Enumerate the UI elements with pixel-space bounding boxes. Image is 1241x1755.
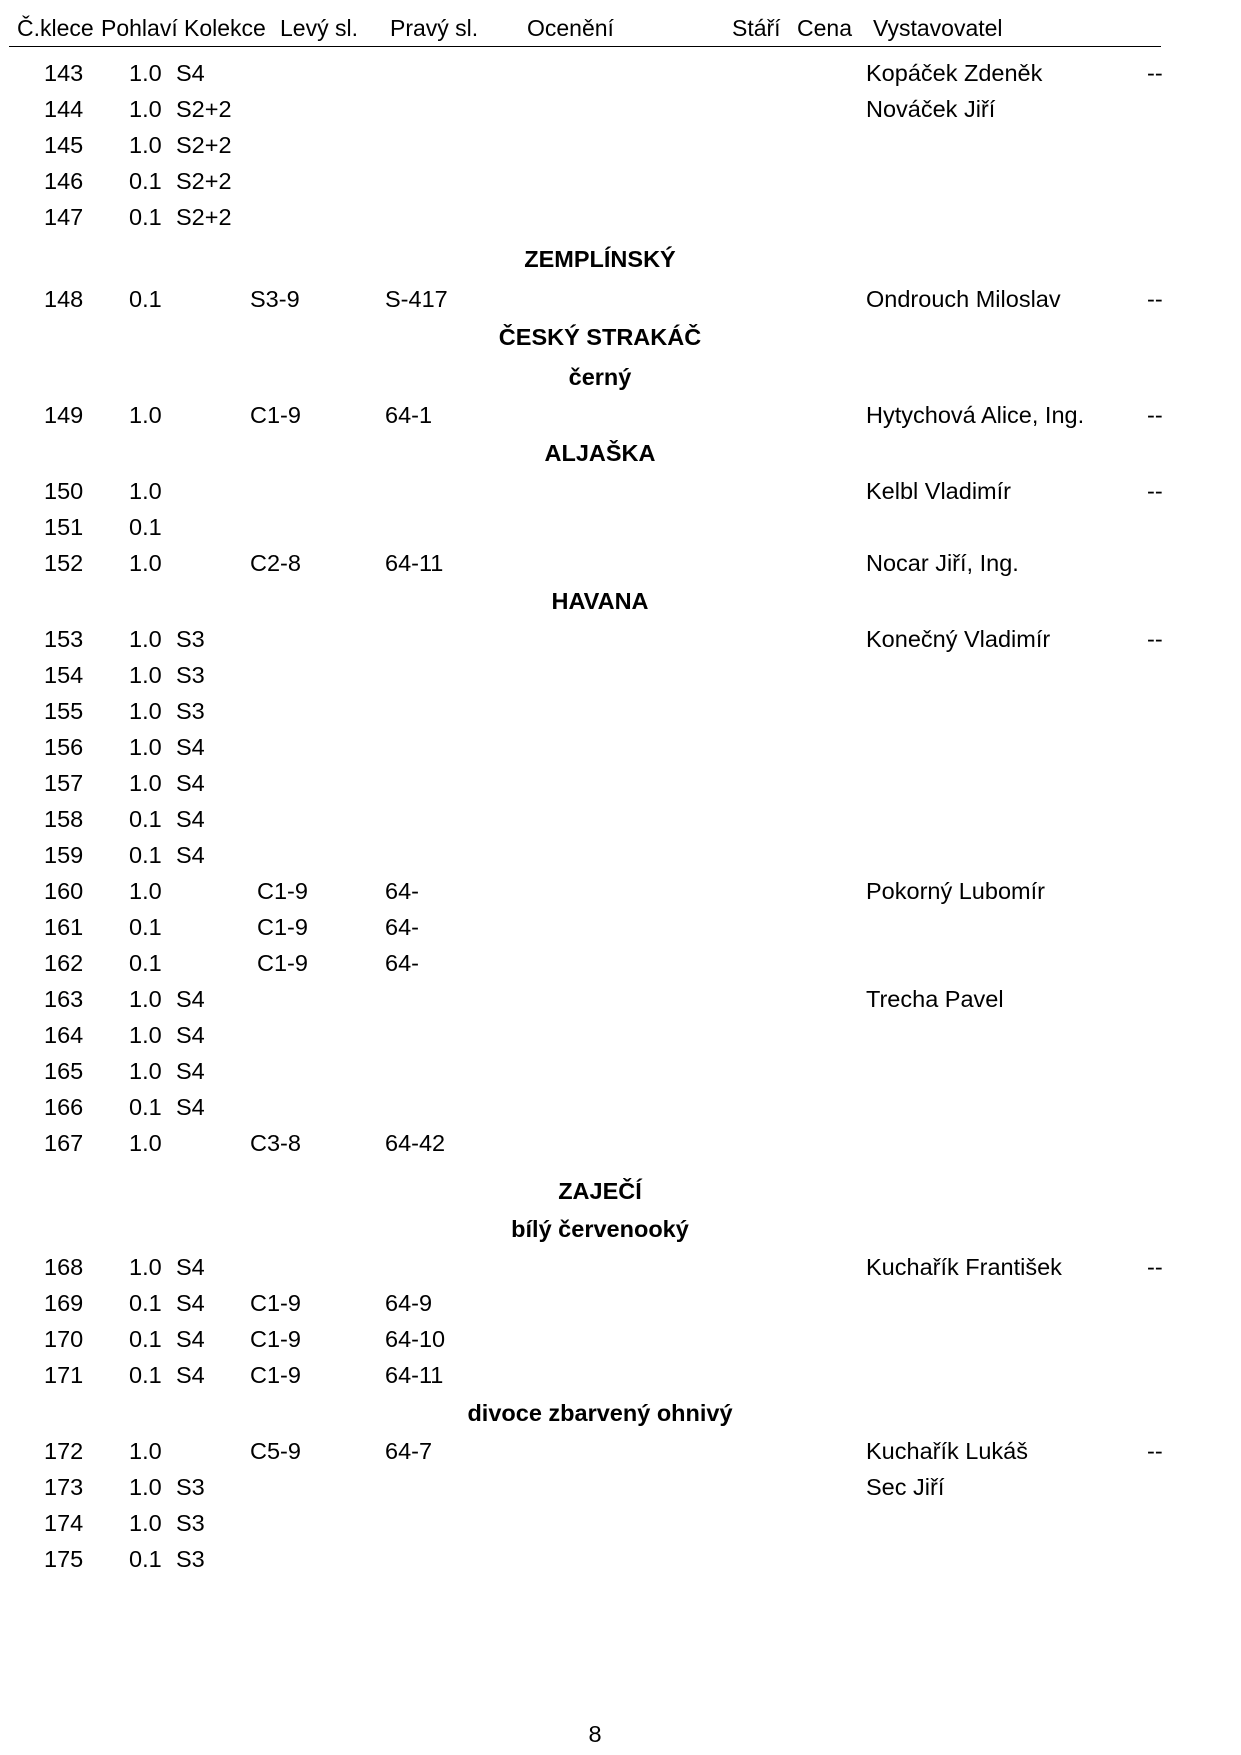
cage-number: 161 [44,914,84,940]
sex: 1.0 [129,734,162,760]
header-divider [9,46,1161,47]
collection: S4 [176,60,205,86]
table-row [0,1358,1241,1394]
right-ear-tattoo: 64- [385,878,419,904]
left-ear-tattoo: C1-9 [257,878,308,904]
table-row [0,1018,1241,1054]
left-ear-tattoo: C5-9 [250,1438,301,1464]
header-price: Cena [797,15,852,41]
sex: 0.1 [129,1546,162,1572]
exhibitor: Sec Jiří [866,1474,945,1500]
table-row [0,92,1241,128]
exhibitor: Pokorný Lubomír [866,878,1045,904]
breed-heading [0,582,1241,622]
table-row [0,510,1241,546]
right-ear-tattoo: 64-9 [385,1290,433,1316]
breed-heading [0,1210,1241,1250]
left-ear-tattoo: C2-8 [250,550,301,576]
cage-number: 166 [44,1094,84,1120]
collection: S4 [176,806,205,832]
sex: 1.0 [129,1130,162,1156]
right-ear-tattoo: 64-10 [385,1326,446,1352]
sex: 0.1 [129,842,162,868]
table-row [0,128,1241,164]
table-row [0,282,1241,318]
cage-number: 143 [44,60,84,86]
sex: 0.1 [129,1326,162,1352]
cage-number: 149 [44,402,84,428]
sex: 1.0 [129,1438,162,1464]
right-ear-tattoo: 64-1 [385,402,433,428]
sex: 1.0 [129,1022,162,1048]
breed-heading [0,1394,1241,1434]
cage-number: 169 [44,1290,84,1316]
table-row [0,622,1241,658]
collection: S4 [176,770,205,796]
exhibitor: Kuchařík Lukáš [866,1438,1028,1464]
breed-heading-text: ALJAŠKA [544,440,656,466]
left-ear-tattoo: S3-9 [250,286,300,312]
breed-heading [0,358,1241,398]
collection: S4 [176,1094,205,1120]
sex: 1.0 [129,662,162,688]
breed-heading-text: ZEMPLÍNSKÝ [524,246,676,272]
header-sex: Pohlaví [101,15,178,41]
cage-number: 170 [44,1326,84,1352]
left-ear-tattoo: C3-8 [250,1130,301,1156]
collection: S4 [176,1254,205,1280]
breed-heading [0,434,1241,474]
table-row [0,1470,1241,1506]
table-row [0,1322,1241,1358]
exhibitor: Trecha Pavel [866,986,1004,1012]
cage-number: 150 [44,478,84,504]
sex: 1.0 [129,550,162,576]
sex: 1.0 [129,878,162,904]
cage-number: 159 [44,842,84,868]
collection: S4 [176,1022,205,1048]
breed-heading-text: ZAJEČÍ [558,1178,642,1204]
collection: S3 [176,662,205,688]
sex: 0.1 [129,1290,162,1316]
cage-number: 151 [44,514,84,540]
cage-number: 160 [44,878,84,904]
cage-number: 158 [44,806,84,832]
cage-number: 165 [44,1058,84,1084]
breed-heading-text: divoce zbarvený ohnivý [467,1400,733,1426]
collection: S3 [176,1474,205,1500]
cage-number: 157 [44,770,84,796]
collection: S4 [176,1362,205,1388]
table-row [0,874,1241,910]
table-row [0,474,1241,510]
cage-number: 172 [44,1438,84,1464]
breed-heading-text: černý [568,364,632,390]
cage-number: 163 [44,986,84,1012]
cage-number: 148 [44,286,84,312]
table-row [0,946,1241,982]
cage-number: 174 [44,1510,84,1536]
cage-number: 173 [44,1474,84,1500]
breed-heading-text: ČESKÝ STRAKÁČ [498,324,702,350]
header-left-ear: Levý sl. [280,15,358,41]
cage-number: 167 [44,1130,84,1156]
exhibitor: Kuchařík František [866,1254,1062,1280]
sex: 1.0 [129,986,162,1012]
table-row [0,1542,1241,1578]
breed-heading [0,236,1241,282]
header-exhibitor: Vystavovatel [873,15,1003,41]
right-ear-tattoo: 64-42 [385,1130,446,1156]
left-ear-tattoo: C1-9 [250,1362,301,1388]
table-row [0,164,1241,200]
sex: 1.0 [129,1058,162,1084]
sex: 0.1 [129,204,162,230]
cage-number: 145 [44,132,84,158]
table-row [0,694,1241,730]
collection: S4 [176,1058,205,1084]
header-cage-number: Č.klece [17,15,94,41]
dash-mark: -- [1147,286,1163,312]
collection: S2+2 [176,204,232,230]
sex: 0.1 [129,950,162,976]
table-row [0,1054,1241,1090]
cage-number: 144 [44,96,84,122]
breed-heading-text: HAVANA [551,588,649,614]
collection: S4 [176,1290,205,1316]
dash-mark: -- [1147,60,1163,86]
cage-number: 152 [44,550,84,576]
right-ear-tattoo: 64-11 [385,550,444,576]
left-ear-tattoo: C1-9 [250,402,301,428]
exhibitor: Kelbl Vladimír [866,478,1011,504]
left-ear-tattoo: C1-9 [257,914,308,940]
table-row [0,200,1241,236]
table-row [0,1434,1241,1470]
table-row [0,658,1241,694]
sex: 0.1 [129,168,162,194]
table-row [0,56,1241,92]
exhibitor: Kopáček Zdeněk [866,60,1043,86]
right-ear-tattoo: 64-11 [385,1362,444,1388]
cage-number: 147 [44,204,84,230]
collection: S3 [176,698,205,724]
cage-number: 154 [44,662,84,688]
table-row [0,398,1241,434]
collection: S4 [176,986,205,1012]
breed-heading [0,318,1241,358]
collection: S2+2 [176,132,232,158]
sex: 0.1 [129,1362,162,1388]
table-row [0,1090,1241,1126]
breed-heading-text: bílý červenooký [511,1216,689,1242]
sex: 0.1 [129,914,162,940]
collection: S4 [176,734,205,760]
cage-number: 168 [44,1254,84,1280]
exhibitor: Nováček Jiří [866,96,996,122]
sex: 1.0 [129,402,162,428]
cage-number: 155 [44,698,84,724]
collection: S3 [176,626,205,652]
sex: 1.0 [129,770,162,796]
left-ear-tattoo: C1-9 [250,1290,301,1316]
header-award: Ocenění [527,15,614,41]
collection: S2+2 [176,168,232,194]
dash-mark: -- [1147,1438,1163,1464]
table-row [0,1286,1241,1322]
table-row [0,838,1241,874]
dash-mark: -- [1147,478,1163,504]
collection: S3 [176,1546,205,1572]
collection: S3 [176,1510,205,1536]
sex: 1.0 [129,1510,162,1536]
collection: S2+2 [176,96,232,122]
collection: S4 [176,842,205,868]
sex: 0.1 [129,514,162,540]
left-ear-tattoo: C1-9 [250,1326,301,1352]
sex: 1.0 [129,626,162,652]
page-number: 8 [588,1721,602,1747]
header-right-ear: Pravý sl. [390,15,479,41]
cage-number: 171 [44,1362,84,1388]
exhibitor: Konečný Vladimír [866,626,1051,652]
right-ear-tattoo: 64- [385,950,419,976]
header-age: Stáří [732,15,781,41]
sex: 0.1 [129,1094,162,1120]
table-row [0,982,1241,1018]
sex: 0.1 [129,806,162,832]
right-ear-tattoo: 64-7 [385,1438,433,1464]
exhibitor: Ondrouch Miloslav [866,286,1061,312]
sex: 1.0 [129,132,162,158]
cage-number: 153 [44,626,84,652]
header-collection: Kolekce [184,15,266,41]
sex: 1.0 [129,1474,162,1500]
cage-number: 164 [44,1022,84,1048]
cage-number: 175 [44,1546,84,1572]
table-row [0,1250,1241,1286]
cage-number: 156 [44,734,84,760]
exhibitor: Hytychová Alice, Ing. [866,402,1085,428]
table-row [0,910,1241,946]
table-row [0,730,1241,766]
exhibitor: Nocar Jiří, Ing. [866,550,1019,576]
collection: S4 [176,1326,205,1352]
sex: 1.0 [129,698,162,724]
sex: 0.1 [129,286,162,312]
sex: 1.0 [129,60,162,86]
table-row [0,546,1241,582]
sex: 1.0 [129,96,162,122]
left-ear-tattoo: C1-9 [257,950,308,976]
sex: 1.0 [129,478,162,504]
sex: 1.0 [129,1254,162,1280]
catalog-list [0,56,1241,1578]
dash-mark: -- [1147,626,1163,652]
right-ear-tattoo: S-417 [385,286,448,312]
cage-number: 162 [44,950,84,976]
right-ear-tattoo: 64- [385,914,419,940]
cage-number: 146 [44,168,84,194]
breed-heading [0,1162,1241,1210]
table-row [0,766,1241,802]
dash-mark: -- [1147,402,1163,428]
table-row [0,802,1241,838]
table-row [0,1506,1241,1542]
dash-mark: -- [1147,1254,1163,1280]
table-row [0,1126,1241,1162]
